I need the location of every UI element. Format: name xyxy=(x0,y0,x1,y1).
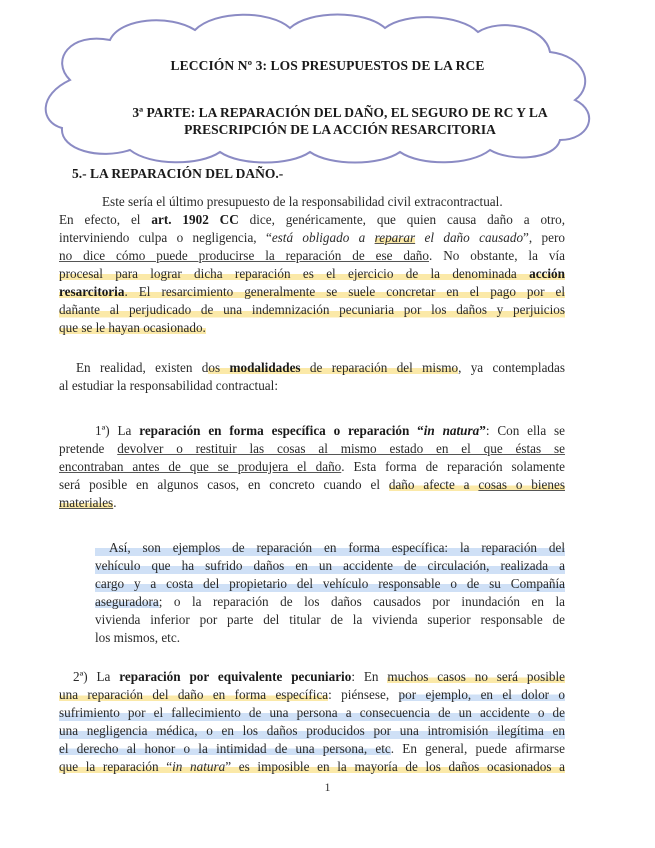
paragraph-5 xyxy=(59,668,565,776)
lesson-title: LECCIÓN Nº 3: LOS PRESUPUESTOS DE LA RCE xyxy=(170,58,485,73)
p1-line: procesal para lograr dicha reparación es el ejercicio de la denominada acción xyxy=(59,266,565,281)
p1-line: Este sería el último presupuesto de la responsabilidad civil extracontractual. xyxy=(102,194,503,209)
header-cloud-frame xyxy=(0,0,655,170)
part-title xyxy=(60,104,620,138)
paragraph-3 xyxy=(59,422,565,512)
paragraph-2 xyxy=(59,359,565,395)
p1-line: interviniendo culpa o negligencia, “está obligado a reparar el daño causado”, pero xyxy=(59,230,565,245)
page-number: 1 xyxy=(324,780,331,794)
section-heading: 5.- LA REPARACIÓN DEL DAÑO.- xyxy=(72,166,284,181)
p2-line: al estudiar la responsabilidad contractual: xyxy=(59,378,278,393)
p3-line: materiales. xyxy=(59,495,117,510)
p3-line: encontraban antes de que se produjera el daño. Esta forma de reparación solamente xyxy=(59,459,566,474)
p1-line: dañante al perjudicado de una indemnización pecuniaria por los daños y perjuicios xyxy=(59,302,565,317)
p4-line: Así, son ejemplos de reparación en forma específica: la reparación del xyxy=(95,539,565,557)
p3-line: 1ª) La reparación en forma específica o reparación “in natura”: Con ella se xyxy=(95,423,565,438)
part-title-line-2: PRESCRIPCIÓN DE LA ACCIÓN RESARCITORIA xyxy=(184,122,496,137)
paragraph-4 xyxy=(95,539,565,647)
p2-line: En realidad, existen dos modalidades de reparación del mismo, ya contempladas xyxy=(76,360,565,375)
p4-line: aseguradora; o la reparación de los daños causados por inundación en la xyxy=(95,594,565,609)
p5-line: 2ª) La reparación por equivalente pecuniario: En muchos casos no será posible xyxy=(73,669,565,684)
p4-line: vivienda inferior por parte del titular de la vivienda superior responsable de xyxy=(95,612,565,627)
p4-line: los mismos, etc. xyxy=(95,630,180,645)
p5-line: sufrimiento por el fallecimiento de una persona a consecuencia de un accidente o de xyxy=(59,705,565,720)
p5-line: una reparación del daño en forma específica: piénsese, por ejemplo, en el dolor o xyxy=(59,687,566,702)
p4-line: cargo y a costa del propietario del vehículo responsable o de su Compañía xyxy=(95,576,565,591)
p4-line: vehículo que ha sufrido daños en un accidente de circulación, realizada a xyxy=(95,558,565,573)
part-title-line-1: 3ª PARTE: LA REPARACIÓN DEL DAÑO, EL SEGURO DE RC Y LA xyxy=(132,105,548,120)
p3-line: pretende devolver o restituir las cosas al mismo estado en el que éstas se xyxy=(59,441,565,456)
p1-line: no dice cómo puede producirse la reparación de ese daño. No obstante, la vía xyxy=(59,248,565,263)
p1-line: que se le hayan ocasionado. xyxy=(59,320,206,335)
p5-line: que la reparación “in natura” es imposible en la mayoría de los daños ocasionados a xyxy=(59,759,565,774)
p1-line: resarcitoria. El resarcimiento generalmente se suele concretar en el pago por el xyxy=(59,284,565,299)
p3-line: será posible en algunos casos, en concreto cuando el daño afecte a cosas o bienes xyxy=(59,477,565,492)
p5-line: una negligencia médica, o en los daños producidos por una intromisión ilegítima en xyxy=(59,723,565,738)
p5-line: el derecho al honor o la intimidad de una persona, etc. En general, puede afirmarse xyxy=(59,741,566,756)
paragraph-1 xyxy=(59,193,565,337)
p1-line: En efecto, el art. 1902 CC dice, genéricamente, que quien causa daño a otro, xyxy=(59,212,565,227)
